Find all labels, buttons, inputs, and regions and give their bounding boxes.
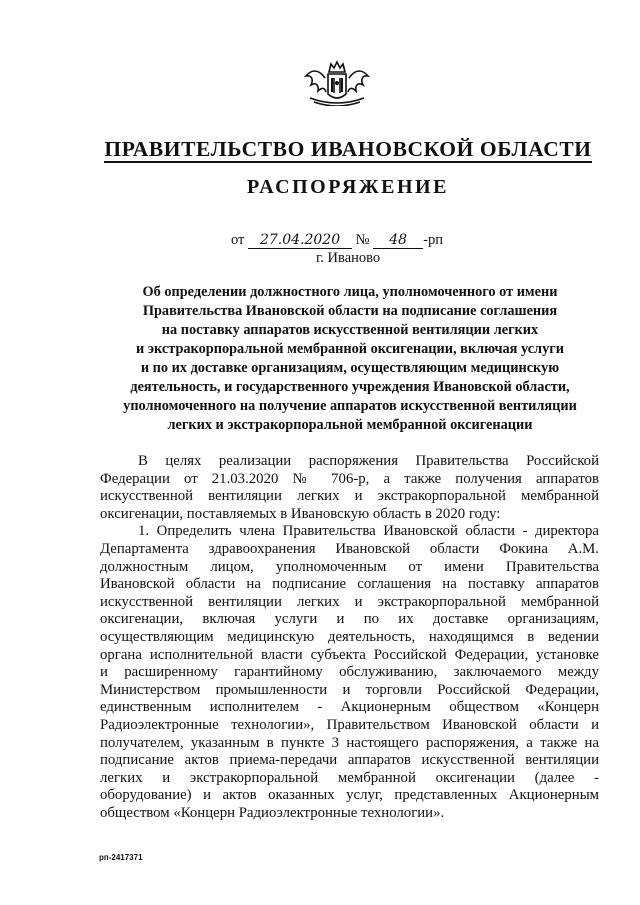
title-line: легких и экстракорпоральной мембранной оксигенации [167,417,533,433]
body-line: подписание актов приема-передачи аппаратов искусственной вентиляции [100,752,599,769]
title-line: на поставку аппаратов искусственной вентиляции легких [161,322,539,338]
body-line: и расширенному гарантийному обслуживанию, заключаемого между [100,664,599,681]
document-body [100,453,599,822]
body-line: Департамента здравоохранения Ивановской области Фокина А.М. [100,540,599,557]
body-line: оксигенации, включая услуги и по их доставке организациям, [100,611,599,628]
number-sign: № [355,232,370,248]
date-prefix: от [231,232,245,248]
body-line: Ивановской области на подписание соглашения на поставку аппаратов [100,576,599,593]
document-type-heading: РАСПОРЯЖЕНИЕ [247,176,449,198]
date-number-line [231,232,443,249]
body-line: искусственной вентиляции легких и экстракорпоральной мембранной [100,488,599,505]
body-line: Министерством промышленности и торговли Российской Федерации, [100,681,599,698]
body-line: Федерации от 21.03.2020 № 706-р, а также получения аппаратов [100,470,599,487]
city-line: г. Иваново [316,250,381,266]
coat-of-arms-emblem-icon [302,58,372,106]
body-line: органа исполнительной власти субъекта Российской Федерации, установке [100,646,599,663]
title-line: уполномоченного на получение аппаратов искусственной вентиляции [123,398,577,414]
body-line: 1. Определить члена Правительства Ивановской области - директора [138,523,599,540]
body-line: единственным исполнителем - Акционерным обществом «Концерн [100,699,599,716]
body-line: получателем, указанным в пункте 3 настоящего распоряжения, а также на [100,734,599,751]
body-line: искусственной вентиляции легких и экстракорпоральной мембранной [100,593,599,610]
handwritten-date: 27.04.2020 [248,232,352,249]
body-line: оборудование) и актов оказанных услуг, представленных Акционерным [100,787,599,804]
title-line: Правительства Ивановской области на подписание соглашения [142,303,558,319]
number-suffix: -рп [423,232,443,248]
body-line: оксигенации, поставляемых в Ивановскую область в 2020 году: [100,505,501,522]
body-line: осуществляющим медицинскую деятельность, находящимся в ведении [100,628,599,645]
organization-heading: ПРАВИТЕЛЬСТВО ИВАНОВСКОЙ ОБЛАСТИ [104,137,592,161]
body-line: легких и экстракорпоральной мембранной оксигенации (далее - [100,769,599,786]
title-line: и экстракорпоральной мембранной оксигенации, включая услуги [136,341,564,357]
body-line: В целях реализации распоряжения Правительства Российской [138,453,599,469]
body-line: обществом «Концерн Радиоэлектронные технологии». [100,804,445,821]
body-line: должностным лицом, уполномоченным от имени Правительства [100,558,599,575]
title-line: Об определении должностного лица, уполномоченного от имени [142,284,558,300]
handwritten-number: 48 [373,232,423,249]
title-line: деятельность, и государственного учреждения Ивановской области, [130,379,570,395]
title-line: и по их доставке организациям, осуществляющим медицинскую [140,360,560,376]
footer-code: рп-2417371 [99,853,143,862]
document-title [90,283,610,435]
body-line: Радиоэлектронные технологии», Правительством Ивановской области и [100,716,599,733]
